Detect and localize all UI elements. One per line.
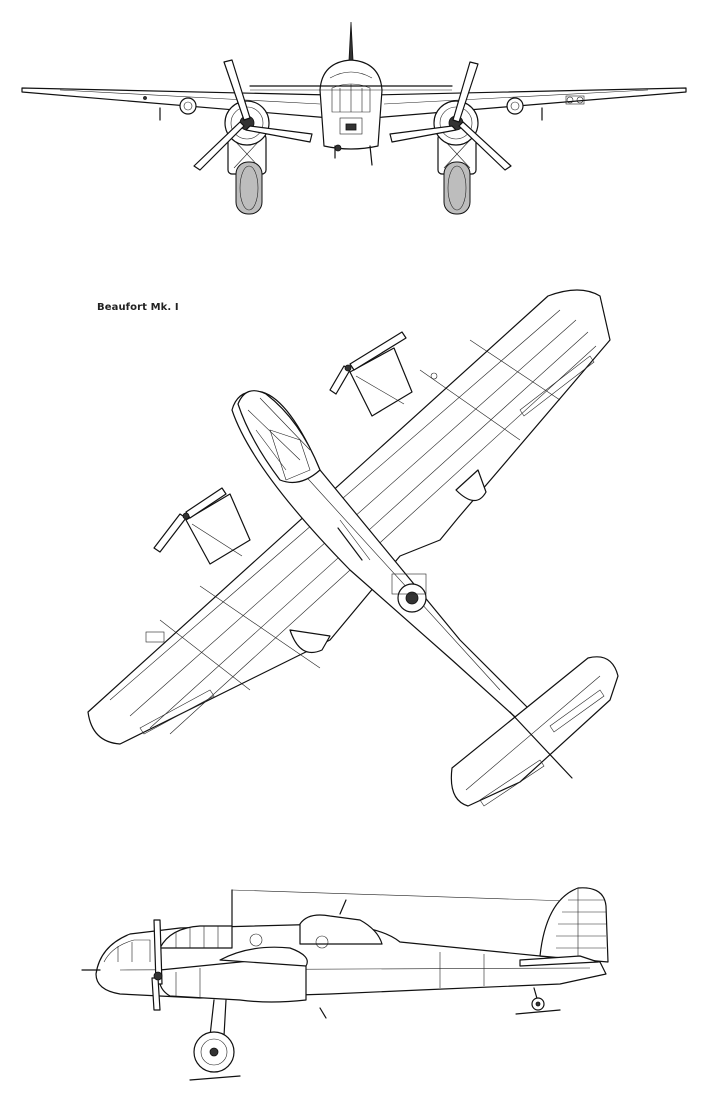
top-view bbox=[88, 290, 618, 806]
top-right-engine bbox=[330, 332, 412, 416]
front-fin bbox=[349, 22, 353, 60]
side-turret bbox=[300, 915, 382, 944]
front-right-wing bbox=[372, 88, 686, 118]
front-left-pod bbox=[180, 98, 196, 114]
aircraft-caption: Beaufort Mk. I bbox=[97, 302, 179, 313]
top-left-prop-blade bbox=[154, 514, 186, 552]
side-view bbox=[82, 888, 608, 1080]
front-left-engine bbox=[194, 60, 312, 214]
front-left-wing bbox=[22, 88, 330, 118]
front-view bbox=[22, 22, 686, 214]
top-left-engine bbox=[154, 488, 250, 564]
front-right-pod bbox=[507, 98, 523, 114]
side-fin bbox=[540, 888, 608, 962]
front-right-engine bbox=[390, 62, 511, 214]
